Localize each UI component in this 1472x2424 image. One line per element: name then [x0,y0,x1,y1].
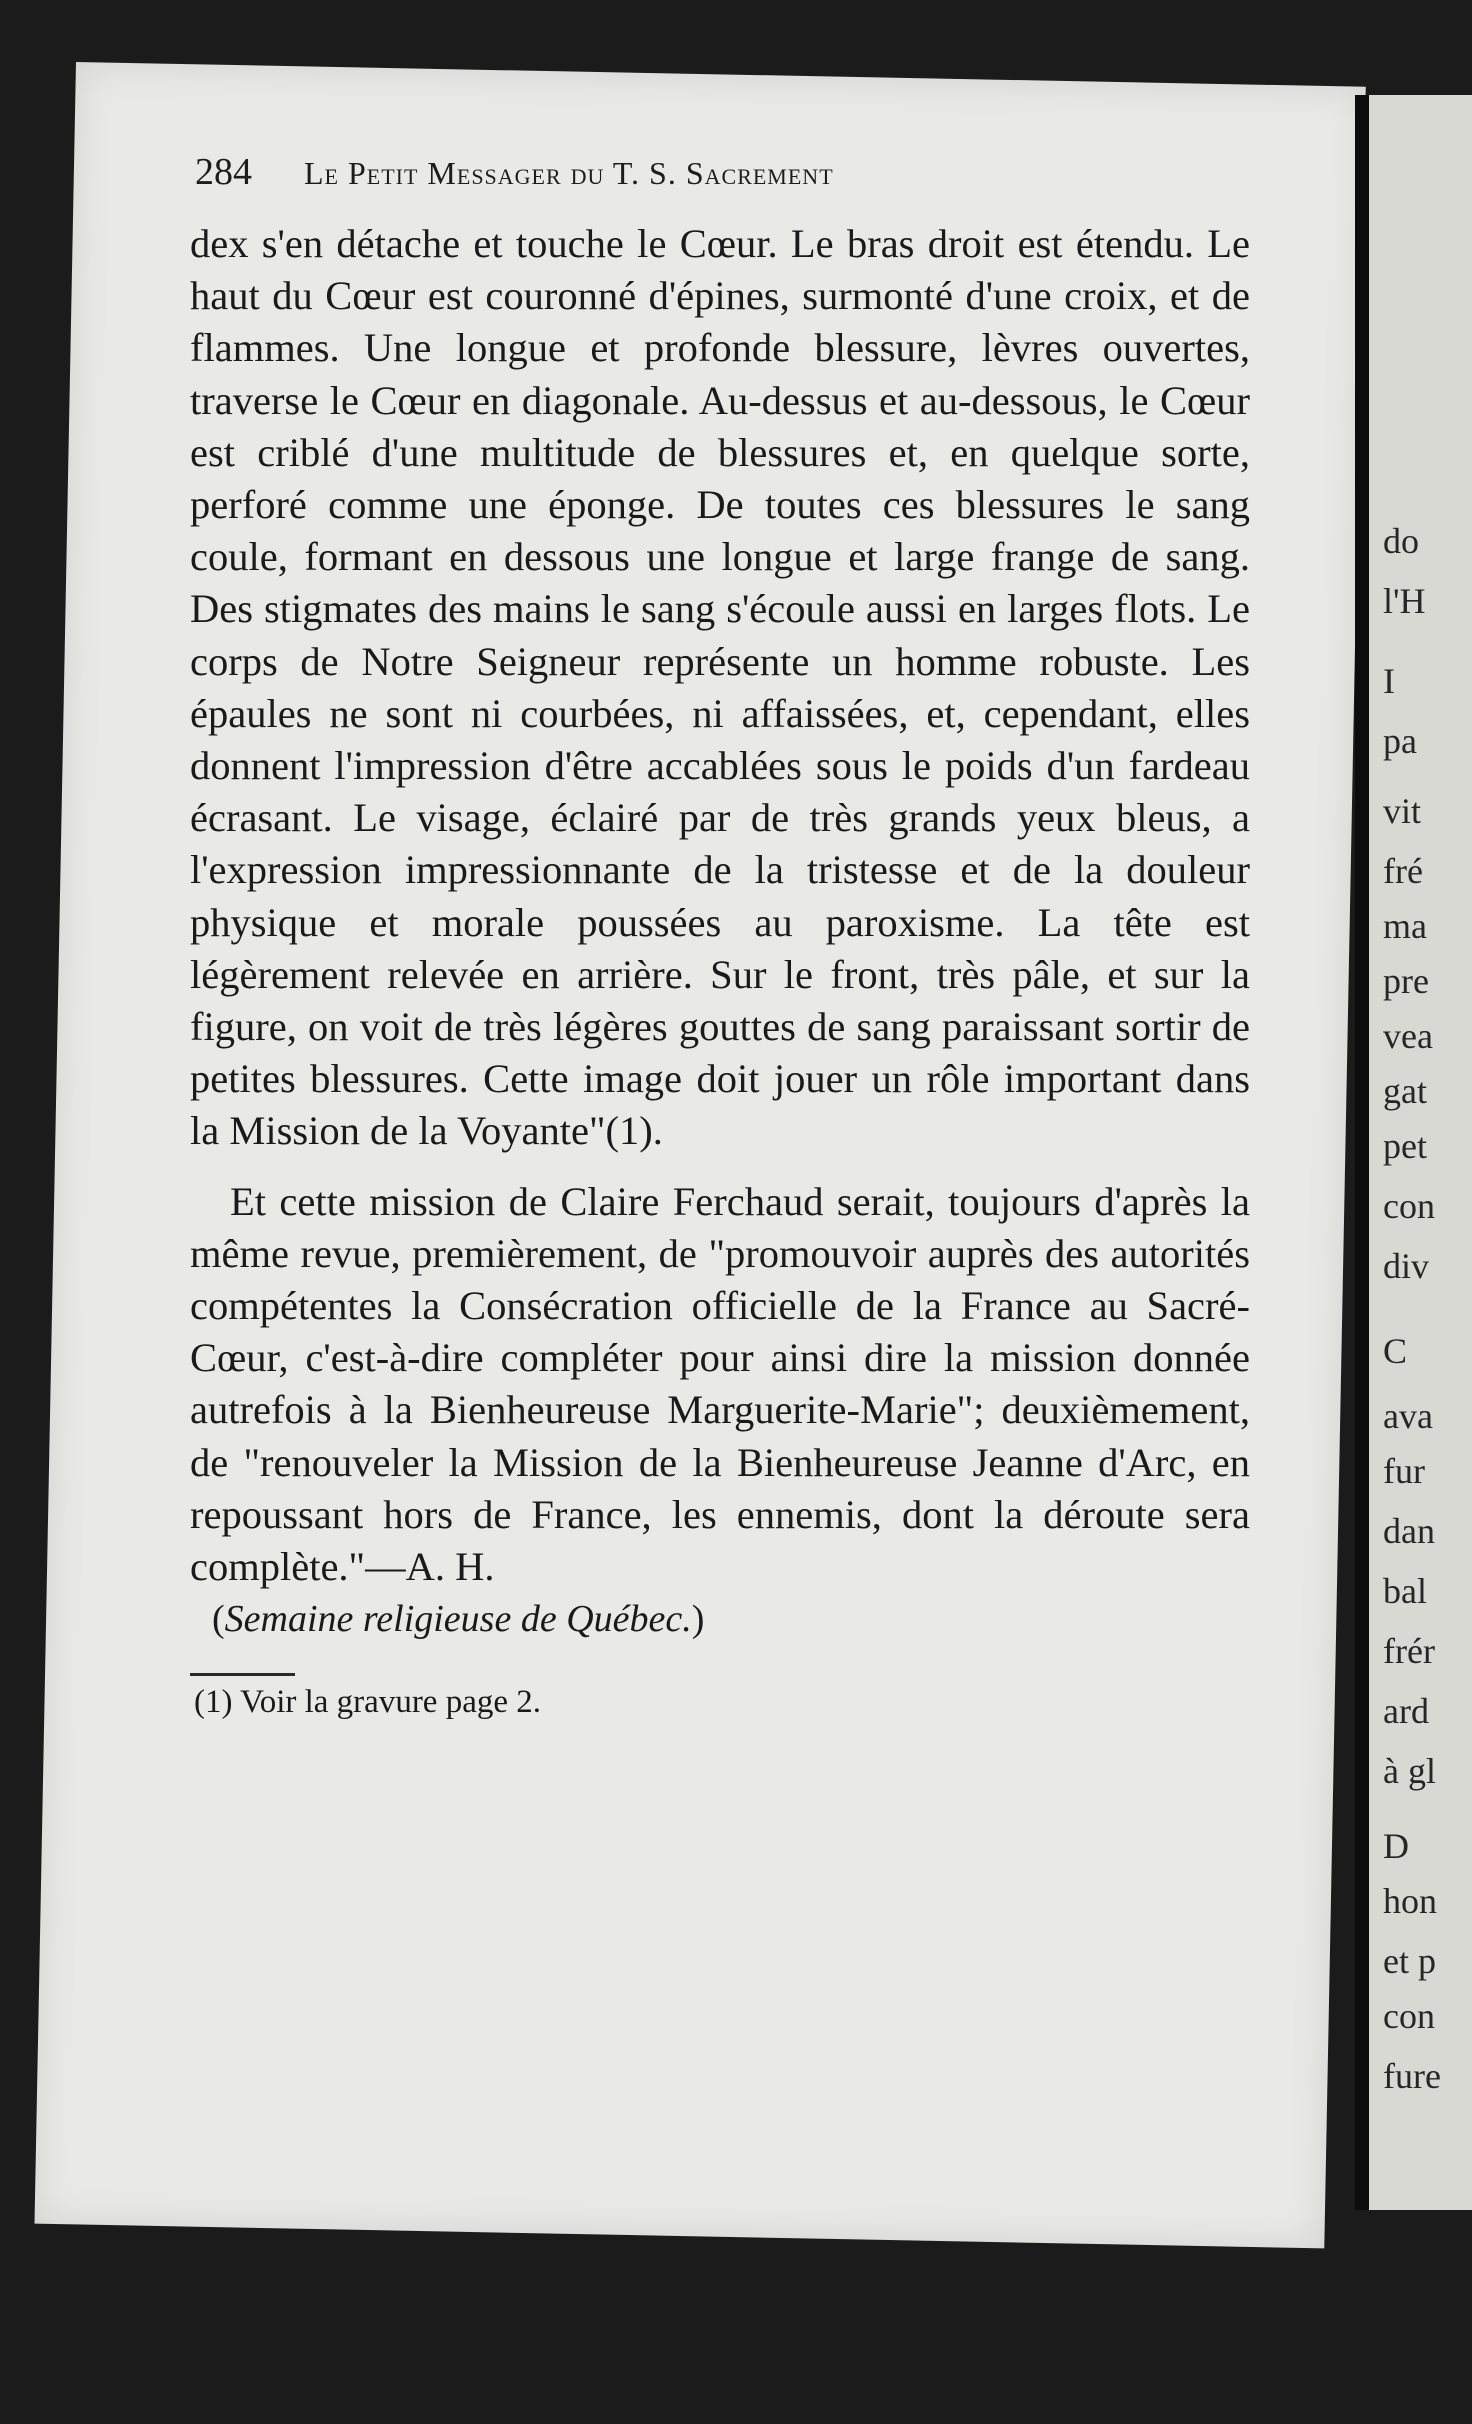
facing-page-fragment: l'H [1383,581,1426,621]
source-close-paren: ) [691,1598,705,1641]
source-citation [190,1593,1250,1645]
facing-page-fragment: à gl [1383,1751,1436,1791]
facing-page-fragment: pa [1383,721,1417,761]
facing-page-fragment: I [1383,661,1395,701]
facing-page-fragment: ma [1383,906,1427,946]
facing-page-fragment: ava [1383,1396,1433,1436]
page-body [190,218,1250,1729]
facing-page-fragment: con [1383,1186,1435,1226]
facing-page-fragment: pet [1383,1126,1427,1166]
facing-page-fragment: bal [1383,1571,1427,1611]
facing-page-fragment: div [1383,1246,1430,1286]
page-number: 284 [195,151,252,193]
facing-page-fragment: C [1383,1331,1408,1371]
facing-page-fragment: dan [1383,1511,1435,1551]
source-open-paren: ( [212,1598,225,1641]
page-header [195,150,1195,194]
facing-page-fragment: vea [1383,1016,1433,1056]
footnote: (1) Voir la gravure page 2. [194,1684,541,1721]
facing-page-fragment: do [1383,521,1419,561]
facing-page-fragment: et p [1383,1941,1436,1981]
facing-page-fragment: pre [1383,961,1429,1001]
paragraph-2: Et cette mission de Claire Ferchaud serait, toujours d'après la même revue, premièrement, de "promouvoir auprès des autorités compétentes la Consécration officielle de la France au Sacré-Cœur, c'est-à-dire compléter pour ainsi dire la mission donnée autrefois à la Bienheureuse Marguerite-Marie"; deuxièmement, de "renouveler la Mission de la Bienheureuse Jeanne d'Arc, en repoussant hors de France, les ennemis, dont la déroute sera complète."—A. H. [190,1178,1250,1590]
facing-page-edge [1355,95,1472,2210]
facing-page-fragment: con [1383,1996,1435,2036]
facing-page-fragment: fur [1383,1451,1425,1491]
facing-page-fragment: gat [1383,1071,1427,1111]
facing-page-fragment: vit [1383,791,1422,831]
facing-page-fragment: frér [1383,1631,1435,1671]
facing-page-fragment: fré [1383,851,1423,891]
facing-page-fragment: ard [1383,1691,1429,1731]
running-title: Le Petit Messager du T. S. Sacrement [304,155,834,191]
facing-page-fragment: D [1383,1826,1409,1866]
paragraph-1: dex s'en détache et touche le Cœur. Le bras droit est étendu. Le haut du Cœur est couronné d'épines, surmonté d'une croix, et de flammes. Une longue et profonde blessure, lèvres ouvertes, traverse le Cœur en diagonale. Au-dessus et au-dessous, le Cœur est criblé d'une multitude de blessures et, en quelque sorte, perforé comme une éponge. De toutes ces blessures le sang coule, formant en dessous une longue et large frange de sang. Des stigmates des mains le sang s'écoule aussi en larges flots. Le corps de Notre Seigneur représente un homme robuste. Les épaules ne sont ni courbées, ni affaissées, et, cependant, elles donnent l'impression d'être accablées sous le poids d'un fardeau écrasant. Le visage, éclairé par de très grands yeux bleus, a l'expression impressionnante de la tristesse et de la douleur physique et morale poussées au paroxisme. La tête est légèrement relevée en arrière. Sur le front, très pâle, et sur la figure, on voit de très légères gouttes de sang paraissant sortir de petites blessures. Cette image doit jouer un rôle important dans la Mission de la Voyante"(1). [190,221,1250,1154]
facing-page-fragment: hon [1383,1881,1437,1921]
facing-page-fragment: fure [1383,2056,1441,2096]
source-title: Semaine religieuse de Québec. [224,1598,692,1641]
